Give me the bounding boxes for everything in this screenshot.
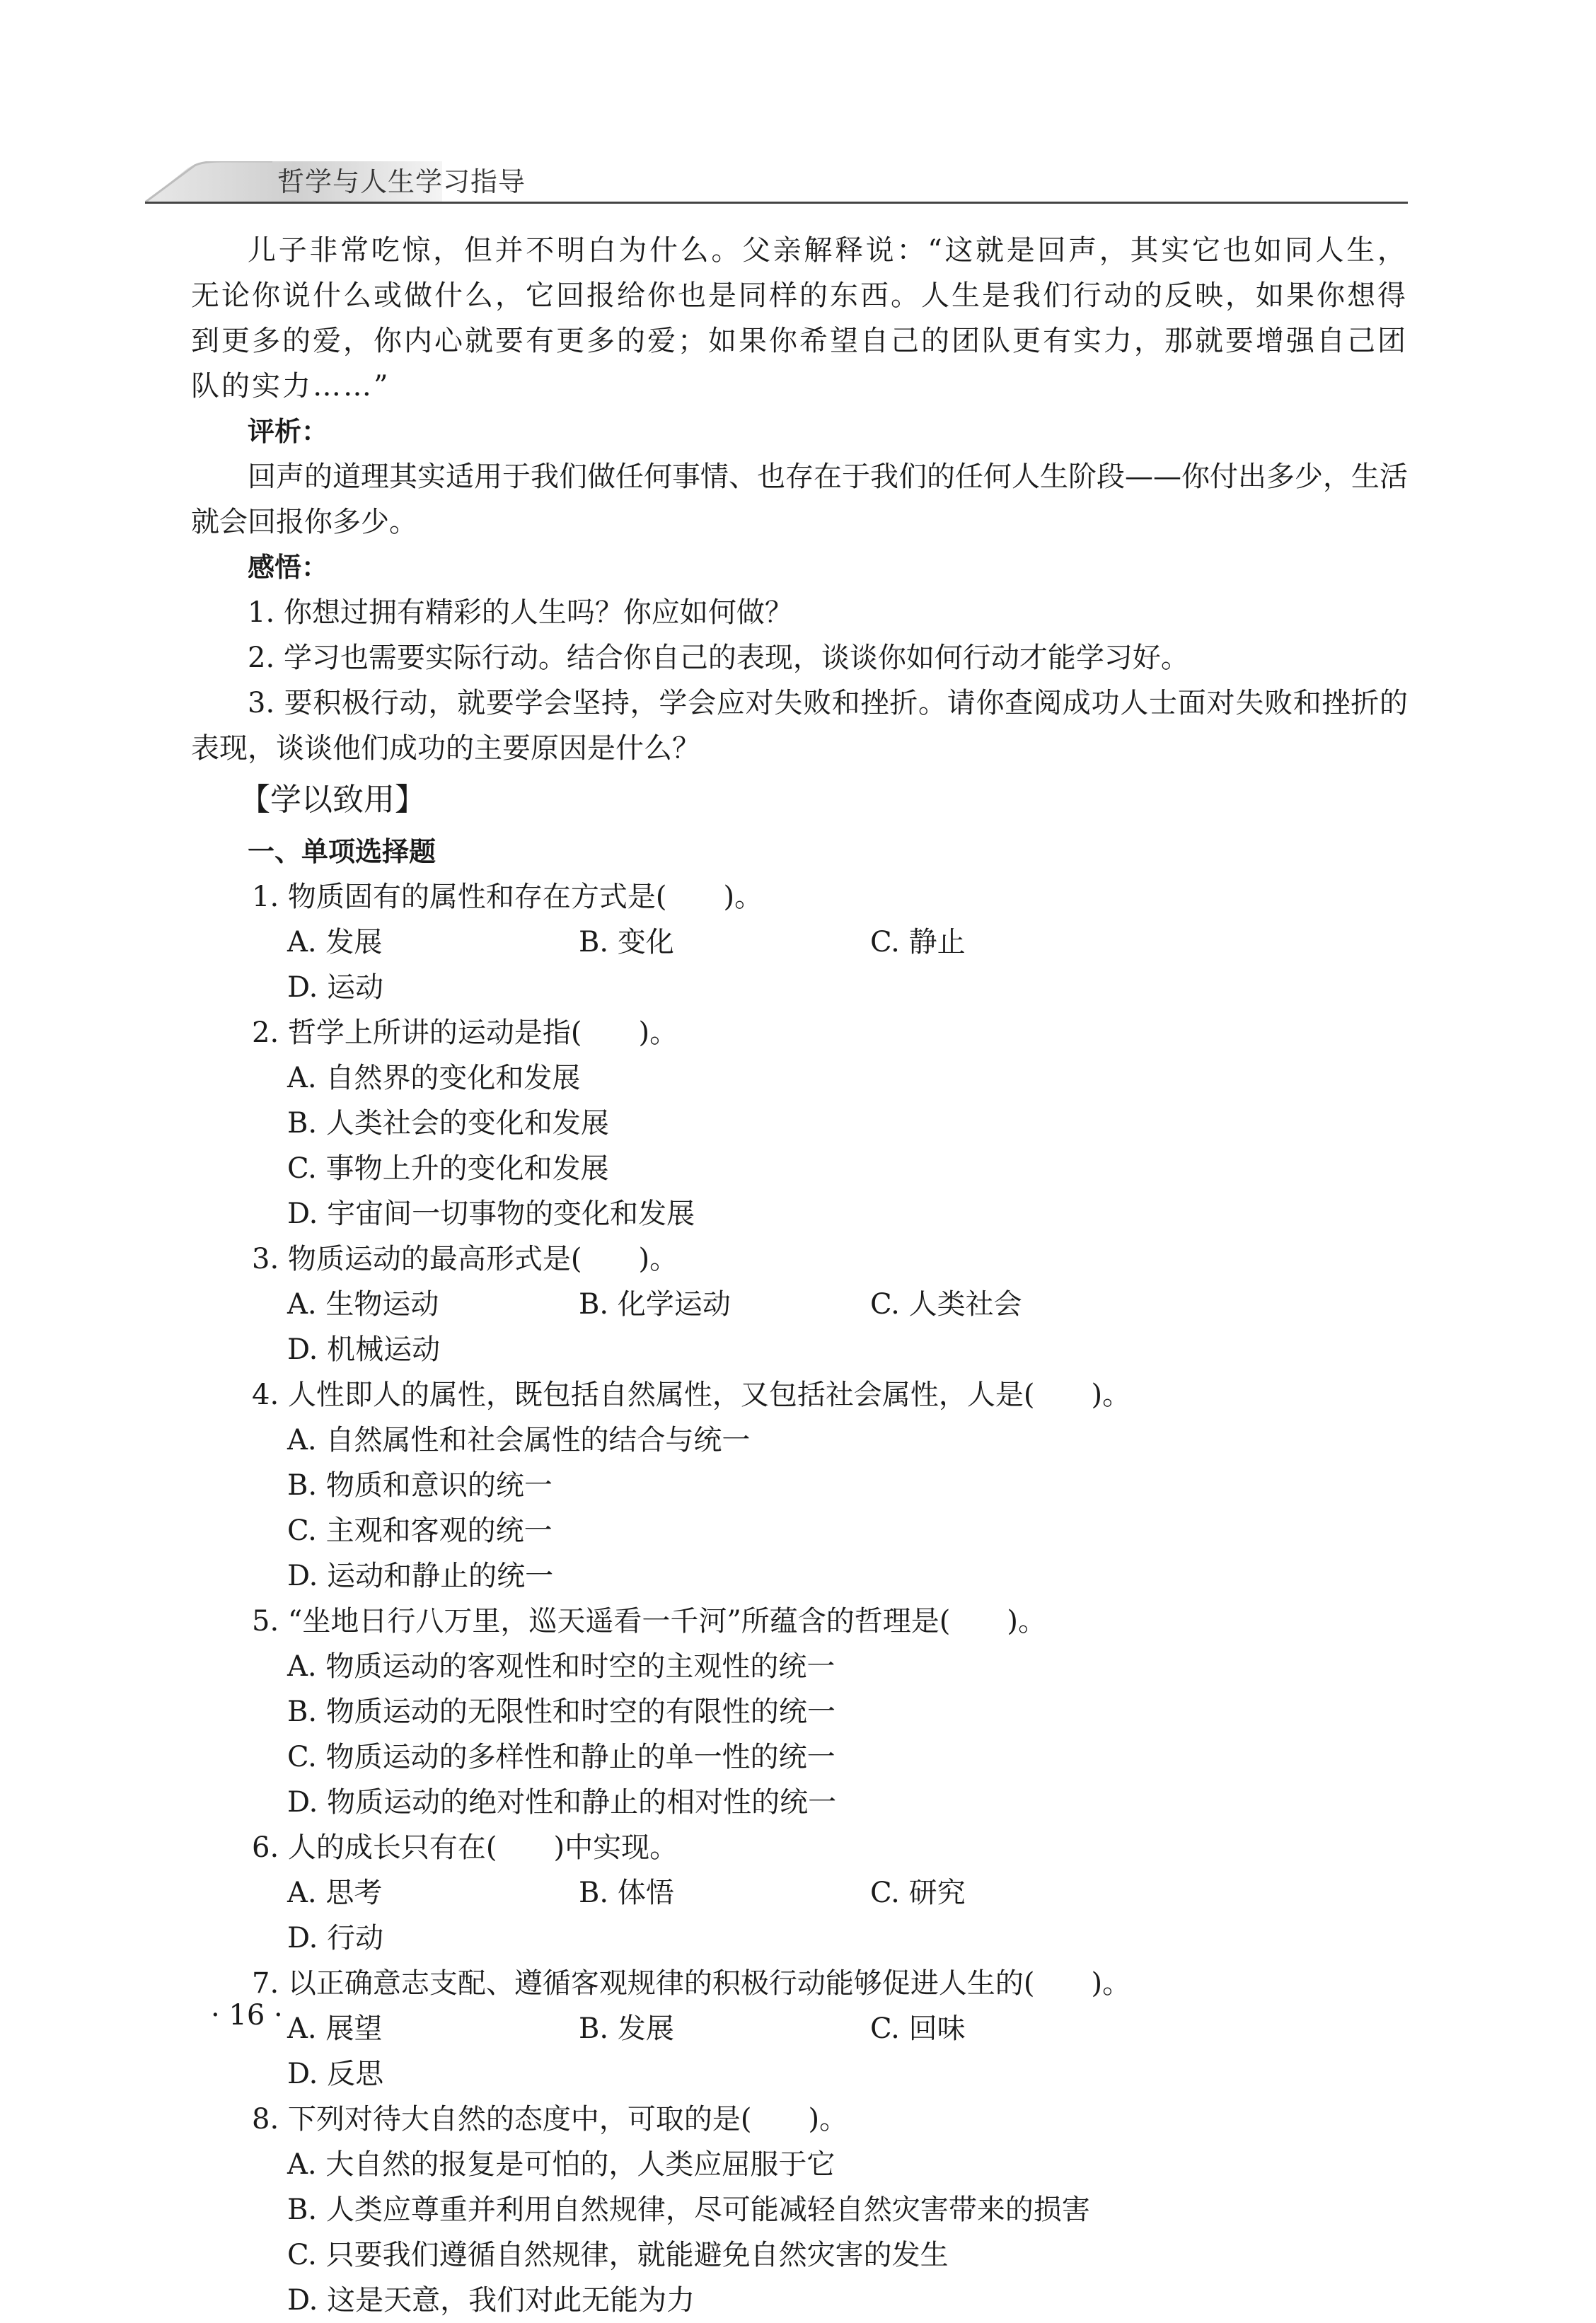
- option: A. 大自然的报复是可怕的，人类应屈服于它: [287, 2148, 835, 2181]
- option: B. 体悟: [579, 1877, 674, 1909]
- option: B. 化学运动: [579, 1288, 731, 1321]
- option: D. 宇宙间一切事物的变化和发展: [287, 1198, 695, 1230]
- insight-item: 2. 学习也需要实际行动。结合你自己的表现，谈谈你如何行动才能学习好。: [248, 642, 1189, 674]
- running-header: [145, 161, 1408, 207]
- option: A. 思考: [287, 1877, 383, 1909]
- option: C. 主观和客观的统一: [287, 1514, 553, 1547]
- question-options: [191, 1870, 1408, 1961]
- option: A. 展望: [287, 2012, 383, 2045]
- option: C. 事物上升的变化和发展: [287, 1152, 609, 1185]
- option: B. 物质运动的无限性和时空的有限性的统一: [287, 1696, 835, 1728]
- option: C. 静止: [870, 926, 966, 958]
- question-options: [191, 920, 1408, 1010]
- option: D. 运动和静止的统一: [287, 1560, 554, 1592]
- option: D. 物质运动的绝对性和静止的相对性的统一: [287, 1786, 837, 1819]
- question-stem: 8. 下列对待大自然的态度中，可取的是( )。: [252, 2103, 848, 2136]
- option: C. 回味: [870, 2012, 966, 2045]
- question-options: [191, 2142, 1408, 2323]
- question-stem: 2. 哲学上所讲的运动是指( )。: [252, 1016, 678, 1049]
- option: D. 行动: [287, 1922, 384, 1954]
- question-stem: 4. 人性即人的属性，既包括自然属性，又包括社会属性，人是( )。: [252, 1379, 1131, 1411]
- option: C. 物质运动的多样性和静止的单一性的统一: [287, 1741, 835, 1773]
- question-stem: 6. 人的成长只有在( )中实现。: [252, 1831, 678, 1864]
- option: B. 变化: [579, 926, 674, 958]
- page-content: [191, 228, 1408, 2323]
- question-options: [191, 1282, 1408, 1372]
- practice-subtitle: 一、单项选择题: [248, 836, 436, 867]
- header-title: 哲学与人生学习指导: [277, 166, 526, 197]
- question-stem: 3. 物质运动的最高形式是( )。: [252, 1243, 678, 1275]
- option: C. 研究: [870, 1877, 966, 1909]
- option: D. 机械运动: [287, 1333, 441, 1366]
- question-stem: 7. 以正确意志支配、遵循客观规律的积极行动能够促进人生的( )。: [252, 1967, 1131, 2000]
- option: B. 物质和意识的统一: [287, 1469, 553, 1502]
- question-options: [191, 1055, 1408, 1236]
- analysis-text: 回声的道理其实适用于我们做任何事情、也存在于我们的任何人生阶段——你付出多少，生活就会回报你多少。: [191, 460, 1408, 538]
- option: A. 发展: [287, 926, 383, 958]
- page-number: · 16 ·: [211, 1999, 283, 2032]
- practice-section-title: 【学以致用】: [239, 782, 426, 818]
- option: A. 生物运动: [287, 1288, 439, 1321]
- story-paragraph: 儿子非常吃惊，但并不明白为什么。父亲解释说：“这就是回声，其实它也如同人生，无论你说什么或做什么，它回报给你也是同样的东西。人生是我们行动的反映，如果你想得到更多的爱，你内心就要有更多的爱；如果你希望自己的团队更有实力，那就要增强自己团队的实力……”: [191, 234, 1408, 402]
- question-options: [191, 1644, 1408, 1825]
- option: A. 物质运动的客观性和时空的主观性的统一: [287, 1650, 835, 1683]
- insight-label: 感悟：: [248, 552, 329, 583]
- option: B. 人类社会的变化和发展: [287, 1107, 609, 1140]
- option: B. 人类应尊重并利用自然规律，尽可能减轻自然灾害带来的损害: [287, 2194, 1090, 2226]
- insight-item: 1. 你想过拥有精彩的人生吗？你应如何做？: [248, 596, 793, 629]
- question-stem: 1. 物质固有的属性和存在方式是( )。: [252, 881, 763, 913]
- option: B. 发展: [579, 2012, 674, 2045]
- option: A. 自然属性和社会属性的结合与统一: [287, 1424, 751, 1456]
- question-stem: 5. “坐地日行八万里，巡天遥看一千河”所蕴含的哲理是( )。: [252, 1605, 1046, 1638]
- option: A. 自然界的变化和发展: [287, 1062, 581, 1094]
- option: D. 这是天意，我们对此无能为力: [287, 2284, 695, 2317]
- option: C. 只要我们遵循自然规律，就能避免自然灾害的发生: [287, 2239, 949, 2271]
- analysis-label: 评析：: [248, 416, 329, 447]
- header-rule: [145, 202, 1408, 204]
- question-options: [191, 1418, 1408, 1599]
- insight-item: 3. 要积极行动，就要学会坚持，学会应对失败和挫折。请你查阅成功人士面对失败和挫折的表现，谈谈他们成功的主要原因是什么？: [191, 687, 1408, 765]
- option: D. 反思: [287, 2058, 384, 2090]
- question-options: [191, 2006, 1408, 2097]
- option: C. 人类社会: [870, 1288, 1022, 1321]
- option: D. 运动: [287, 971, 384, 1004]
